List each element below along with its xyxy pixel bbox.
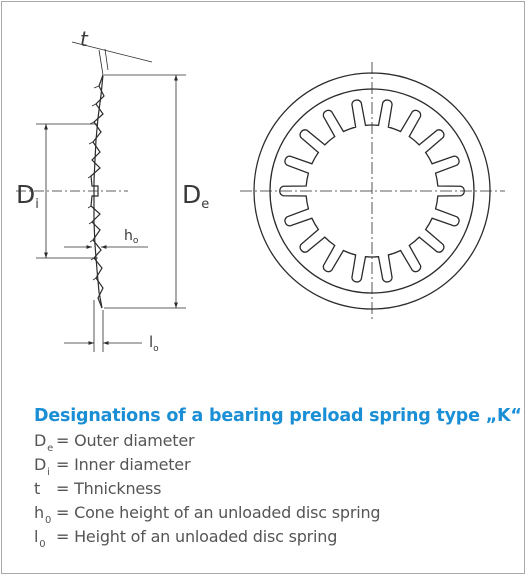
- legend-item: [34, 453, 514, 477]
- legend-item: [34, 477, 514, 501]
- legend-rows: [34, 429, 514, 549]
- legend-description: = Cone height of an unloaded disc spring: [56, 503, 381, 522]
- legend-item: [34, 501, 514, 525]
- legend: [34, 406, 522, 550]
- label-t: t: [80, 27, 88, 51]
- side-view: [16, 42, 186, 352]
- t-extension-2: [105, 49, 108, 70]
- label-di: $D_i$: [16, 180, 39, 212]
- legend-item: [34, 525, 514, 549]
- legend-symbol: t: [34, 479, 41, 498]
- legend-symbol: $D_e$: [34, 431, 54, 454]
- label-de: $D_e$: [182, 180, 210, 212]
- t-extension-1: [99, 50, 103, 75]
- legend-symbol: $D_i$: [34, 455, 50, 478]
- legend-description: = Thnickness: [56, 479, 162, 498]
- label-lo: $l_o$: [149, 333, 159, 354]
- legend-item: [34, 429, 514, 453]
- legend-description: = Height of an unloaded disc spring: [56, 527, 338, 546]
- legend-description: = Inner diameter: [56, 455, 191, 474]
- legend-symbol: $h_0$: [34, 503, 52, 526]
- front-view: [240, 62, 505, 320]
- label-ho: $h_o$: [124, 228, 139, 246]
- legend-title: Designations of a bearing preload spring type „K“: [34, 406, 522, 426]
- legend-description: = Outer diameter: [56, 431, 195, 450]
- legend-symbol: $l_0$: [34, 527, 46, 550]
